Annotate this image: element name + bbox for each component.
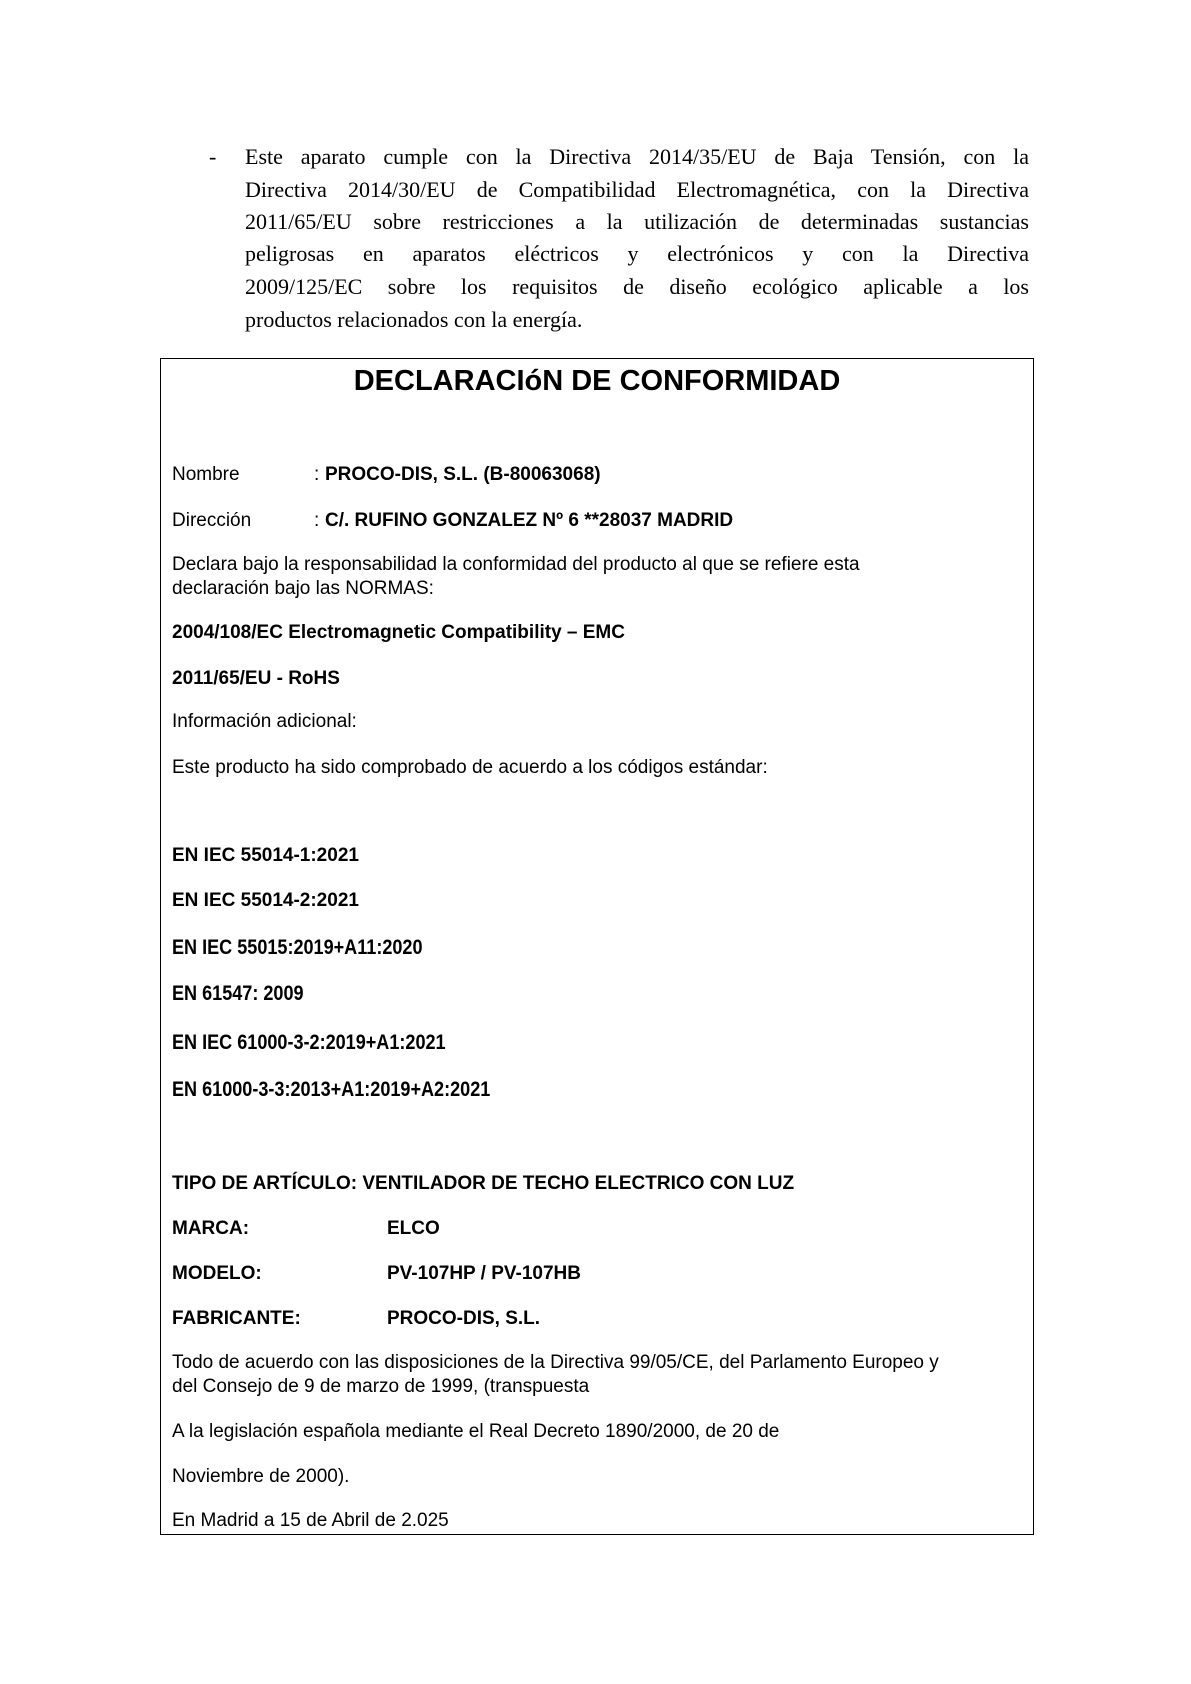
product-value: PROCO-DIS, S.L.	[387, 1308, 541, 1329]
article-type-value: VENTILADOR DE TECHO ELECTRICO CON LUZ	[362, 1173, 795, 1194]
declaration-title: DECLARACIóN DE CONFORMIDAD	[353, 365, 841, 397]
standard-item: EN IEC 61000-3-2:2019+A1:2021	[172, 1031, 446, 1054]
place-date: En Madrid a 15 de Abril de 2.025	[172, 1510, 449, 1531]
intro-line: 2011/65/EU sobre restricciones a la utilización de determinadas sustancias	[245, 209, 1029, 234]
intro-bullet: -	[209, 144, 217, 169]
field-separator: :	[314, 510, 320, 531]
intro-line: Directiva 2014/30/EU de Compatibilidad Electromagnética, con la Directiva	[245, 177, 1029, 202]
statement-line: declaración bajo las NORMAS:	[172, 578, 434, 599]
product-value: ELCO	[387, 1218, 440, 1239]
legal-line: del Consejo de 9 de marzo de 1999, (transpuesta	[172, 1376, 590, 1397]
product-value: PV-107HP / PV-107HB	[387, 1263, 581, 1284]
standard-item: EN IEC 55014-1:2021	[172, 845, 359, 866]
legal-line: Noviembre de 2000).	[172, 1466, 350, 1487]
field-value: PROCO-DIS, S.L. (B-80063068)	[325, 464, 601, 485]
intro-line: 2009/125/EC sobre los requisitos de diseño ecológico aplicable a los	[245, 274, 1029, 299]
standard-item: EN IEC 55014-2:2021	[172, 890, 359, 911]
product-label: FABRICANTE:	[172, 1308, 301, 1329]
standards-intro: Este producto ha sido comprobado de acuerdo a los códigos estándar:	[172, 757, 768, 778]
intro-line: Este aparato cumple con la Directiva 2014/35/EU de Baja Tensión, con la	[245, 144, 1029, 169]
intro-line: peligrosas en aparatos eléctricos y electrónicos y con la Directiva	[245, 241, 1029, 266]
standard-item: EN IEC 55015:2019+A11:2020	[172, 936, 423, 959]
norma-item: 2011/65/EU - RoHS	[172, 668, 340, 689]
standard-item: EN 61000-3-3:2013+A1:2019+A2:2021	[172, 1078, 491, 1101]
norma-item: 2004/108/EC Electromagnetic Compatibility – EMC	[172, 622, 625, 643]
legal-line: Todo de acuerdo con las disposiciones de la Directiva 99/05/CE, del Parlamento Europeo y	[172, 1352, 939, 1373]
additional-info-label: Información adicional:	[172, 711, 357, 732]
product-label: MARCA:	[172, 1218, 250, 1239]
product-label: MODELO:	[172, 1263, 262, 1284]
field-label: Dirección	[172, 510, 252, 531]
field-separator: :	[314, 464, 320, 485]
article-type	[172, 1172, 794, 1196]
intro-line: productos relacionados con la energía.	[245, 307, 583, 332]
field-value: C/. RUFINO GONZALEZ Nº 6 **28037 MADRID	[325, 510, 734, 531]
field-label: Nombre	[172, 464, 240, 485]
statement-line: Declara bajo la responsabilidad la conformidad del producto al que se refiere esta	[172, 554, 860, 575]
declaration-box	[160, 358, 1034, 1535]
article-type-label: TIPO DE ARTÍCULO:	[172, 1173, 358, 1194]
legal-line: A la legislación española mediante el Real Decreto 1890/2000, de 20 de	[172, 1421, 780, 1442]
standard-item: EN 61547: 2009	[172, 982, 304, 1005]
